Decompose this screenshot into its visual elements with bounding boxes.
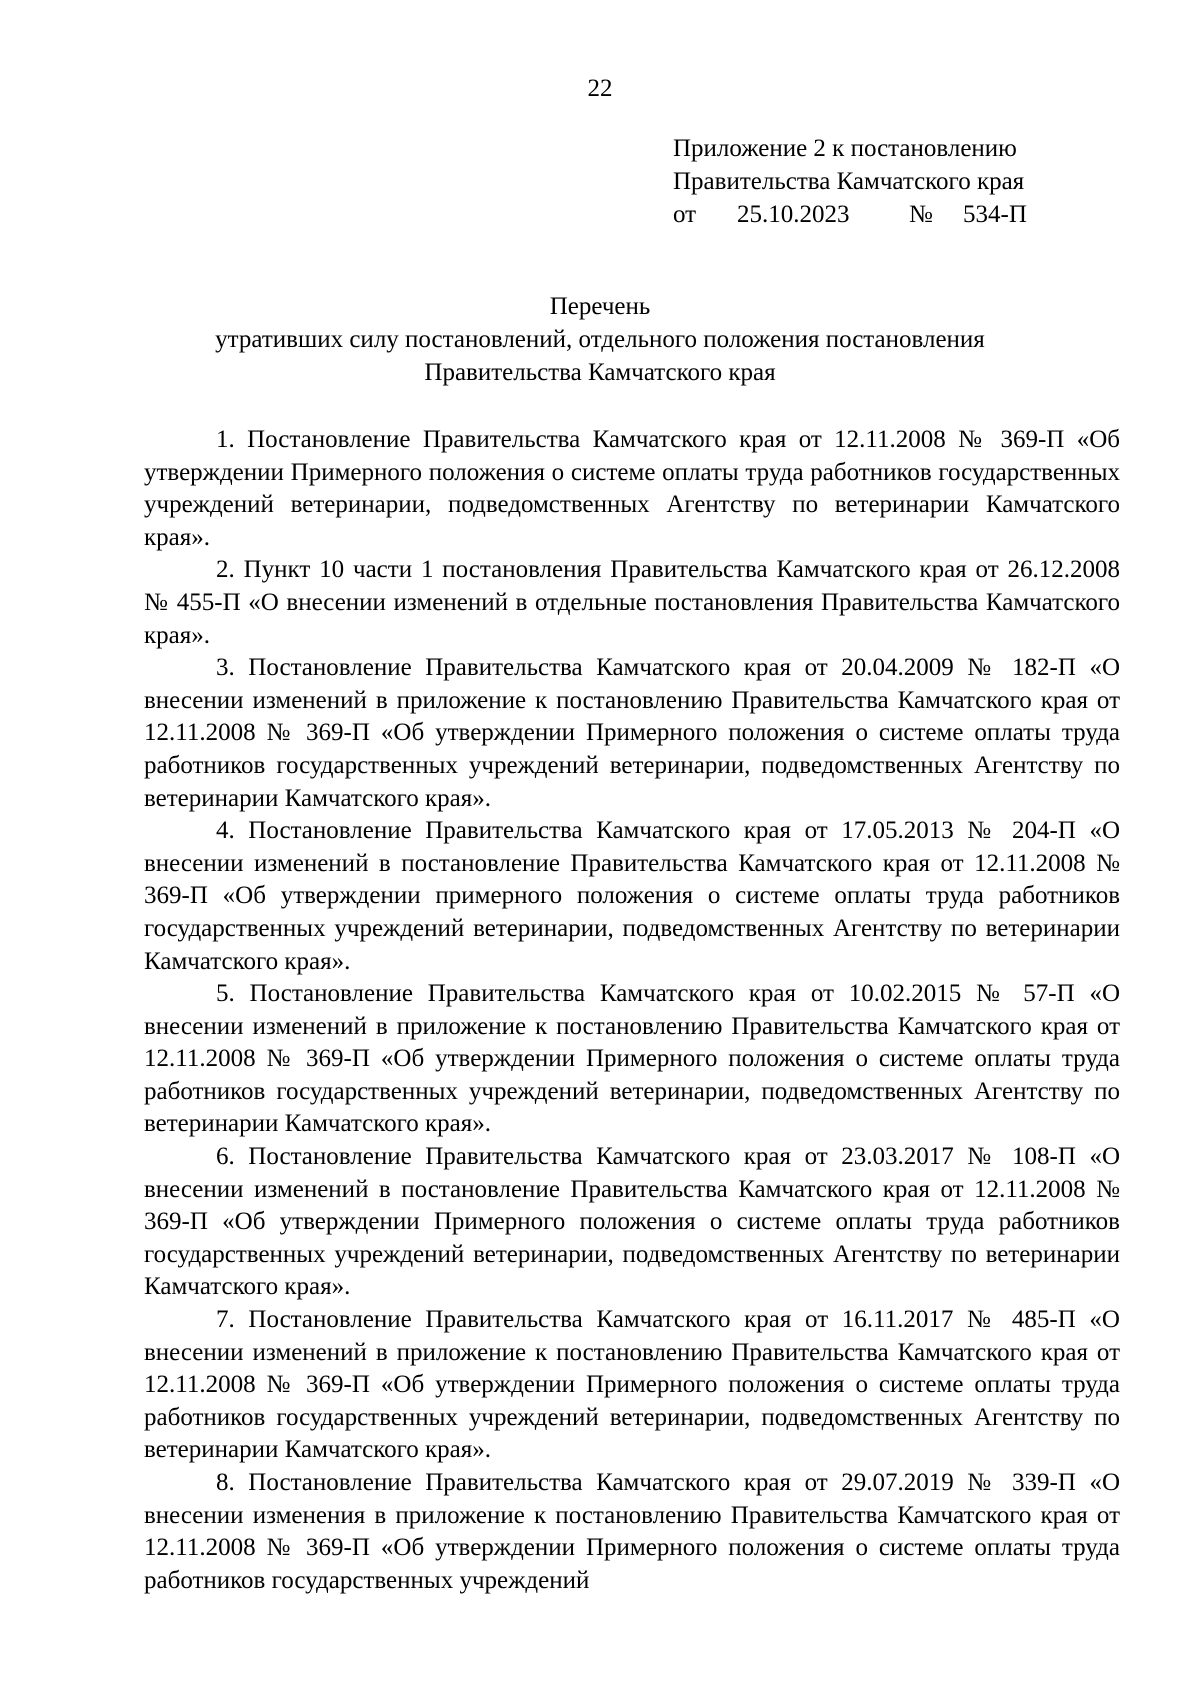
document-title [0, 290, 1200, 389]
appendix-number-sign: № [909, 201, 933, 228]
list-item-3: 3. Постановление Правительства Камчатского края от 20.04.2009 № 182-П «О внесении изменений в приложение к постановлению Правительства Камчатского края от 12.11.2008 № 369-П «Об утверждении Примерного положения о системе оплаты труда работников государственных учреждений ветеринарии, подведомственных Агентству по ветеринарии Камчатского края». [144, 654, 1120, 812]
appendix-date: 25.10.2023 [737, 201, 850, 228]
appendix-date-line [673, 198, 1133, 231]
title-line-3: Правительства Камчатского края [424, 359, 776, 386]
appendix-number: 534-П [963, 201, 1027, 228]
page-number: 22 [587, 75, 613, 102]
list-item-1: 1. Постановление Правительства Камчатского края от 12.11.2008 № 369-П «Об утверждении Примерного положения о системе оплаты труда работников государственных учреждений ветеринарии, подведомственных Агентству по ветеринарии Камчатского края». [144, 426, 1120, 551]
list-item-2: 2. Пункт 10 части 1 постановления Правительства Камчатского края от 26.12.2008 № 455-П «О внесении изменений в отдельные постановления Правительства Камчатского края». [144, 556, 1120, 649]
title-line-2: утративших силу постановлений, отдельного положения постановления [215, 326, 985, 353]
list-item-6: 6. Постановление Правительства Камчатского края от 23.03.2017 № 108-П «О внесении изменений в постановление Правительства Камчатского края от 12.11.2008 № 369-П «Об утверждении Примерного положения о системе оплаты труда работников государственных учреждений ветеринарии, подведомственных Агентству по ветеринарии Камчатского края». [144, 1143, 1120, 1301]
list-item-5: 5. Постановление Правительства Камчатского края от 10.02.2015 № 57-П «О внесении изменений в приложение к постановлению Правительства Камчатского края от 12.11.2008 № 369-П «Об утверждении Примерного положения о системе оплаты труда работников государственных учреждений ветеринарии, подведомственных Агентству по ветеринарии Камчатского края». [144, 980, 1120, 1138]
document-body [144, 424, 1120, 1597]
list-item-7: 7. Постановление Правительства Камчатского края от 16.11.2017 № 485-П «О внесении изменений в приложение к постановлению Правительства Камчатского края от 12.11.2008 № 369-П «Об утверждении Примерного положения о системе оплаты труда работников государственных учреждений ветеринарии, подведомственных Агентству по ветеринарии Камчатского края». [144, 1306, 1120, 1464]
appendix-header [673, 132, 1133, 231]
list-item-8: 8. Постановление Правительства Камчатского края от 29.07.2019 № 339-П «О внесении изменения в приложение к постановлению Правительства Камчатского края от 12.11.2008 № 369-П «Об утверждении Примерного положения о системе оплаты труда работников государственных учреждений [144, 1469, 1120, 1594]
appendix-line-1: Приложение 2 к постановлению [673, 135, 1017, 162]
appendix-line-2: Правительства Камчатского края [673, 168, 1025, 195]
list-item-4: 4. Постановление Правительства Камчатского края от 17.05.2013 № 204-П «О внесении изменений в постановление Правительства Камчатского края от 12.11.2008 № 369-П «Об утверждении примерного положения о системе оплаты труда работников государственных учреждений ветеринарии, подведомственных Агентству по ветеринарии Камчатского края». [144, 817, 1120, 975]
title-line-1: Перечень [549, 293, 651, 320]
appendix-from-label: от [673, 201, 697, 228]
